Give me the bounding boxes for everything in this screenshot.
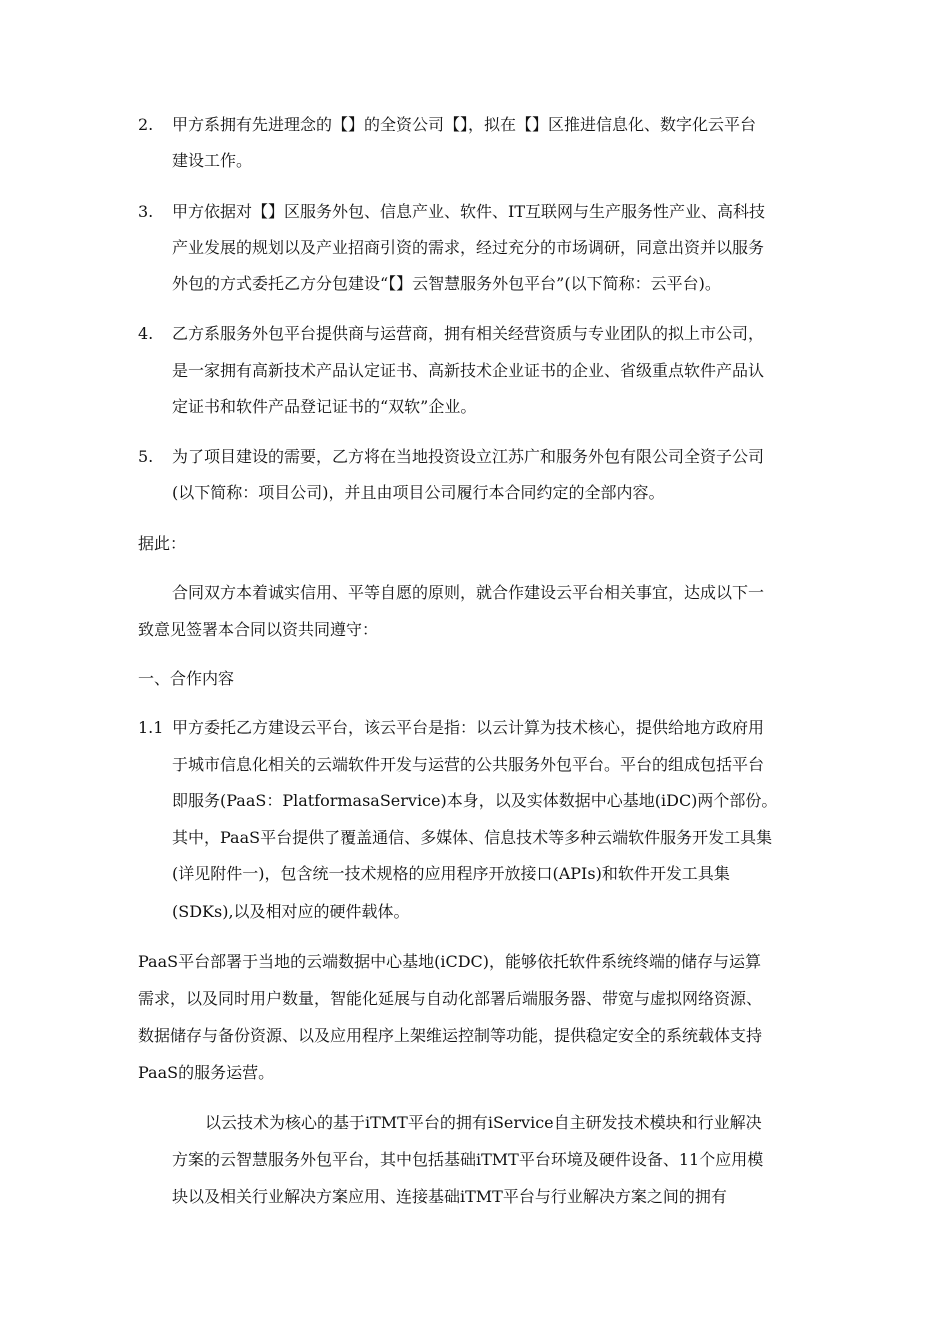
item-line: 为了项目建设的需要，乙方将在当地投资设立江苏广和服务外包有限公司全资子公司 [172,447,765,466]
clause-number: 1.1 [138,718,164,737]
itmt-line: 以云技术为核心的基于iTMT平台的拥有iService自主研发技术模块和行业解决 [205,1113,762,1132]
agreement-line: 合同双方本着诚实信用、平等自愿的原则，就合作建设云平台相关事宜，达成以下一 [172,583,765,602]
paas-line: PaaS平台部署于当地的云端数据中心基地(iCDC)，能够依托软件系统终端的储存与运算 [138,952,762,971]
item-line: 外包的方式委托乙方分包建设“【】云智慧服务外包平台”(以下简称：云平台)。 [172,274,721,293]
itmt-line: 块以及相关行业解决方案应用、连接基础iTMT平台与行业解决方案之间的拥有 [172,1187,727,1206]
item-line: 甲方依据对【】区服务外包、信息产业、软件、IT互联网与生产服务性产业、高科技 [172,202,765,221]
paas-line: 需求，以及同时用户数量，智能化延展与自动化部署后端服务器、带宽与虚拟网络资源、 [138,989,763,1008]
clause-line: 即服务(PaaS：PlatformasaService)本身，以及实体数据中心基地(iDC)两个部份。 [172,791,778,810]
item-number: 3. [138,202,154,221]
item-number: 2. [138,115,154,134]
clause-line: 于城市信息化相关的云端软件开发与运营的公共服务外包平台。平台的组成包括平台 [172,755,765,774]
item-number: 5. [138,447,154,466]
item-line: 建设工作。 [172,151,253,170]
item-line: 乙方系服务外包平台提供商与运营商，拥有相关经营资质与专业团队的拟上市公司， [172,324,765,343]
section-title: 一、合作内容 [138,669,235,688]
item-line: 甲方系拥有先进理念的【】的全资公司【】，拟在【】区推进信息化、数字化云平台 [172,115,757,134]
clause-line: (SDKs),以及相对应的硬件载体。 [172,902,410,921]
item-number: 4. [138,324,154,343]
paas-line: 数据储存与备份资源、以及应用程序上架维运控制等功能，提供稳定安全的系统载体支持 [138,1026,763,1045]
paas-line: PaaS的服务运营。 [138,1063,275,1082]
item-line: 是一家拥有高新技术产品认定证书、高新技术企业证书的企业、省级重点软件产品认 [172,361,765,380]
clause-line: 其中，PaaS平台提供了覆盖通信、多媒体、信息技术等多种云端软件服务开发工具集 [172,828,773,847]
clause-line: (详见附件一)，包含统一技术规格的应用程序开放接口(APIs)和软件开发工具集 [172,864,730,883]
item-line: (以下简称：项目公司)，并且由项目公司履行本合同约定的全部内容。 [172,483,665,502]
itmt-line: 方案的云智慧服务外包平台，其中包括基础iTMT平台环境及硬件设备、11个应用模 [172,1150,764,1169]
agreement-line: 致意见签署本合同以资共同遵守： [138,620,379,639]
clause-line: 甲方委托乙方建设云平台，该云平台是指：以云计算为技术核心，提供给地方政府用 [172,718,765,737]
therefore-text: 据此： [138,534,187,553]
item-line: 定证书和软件产品登记证书的“双软”企业。 [172,397,477,416]
item-line: 产业发展的规划以及产业招商引资的需求，经过充分的市场调研，同意出资并以服务 [172,238,765,257]
